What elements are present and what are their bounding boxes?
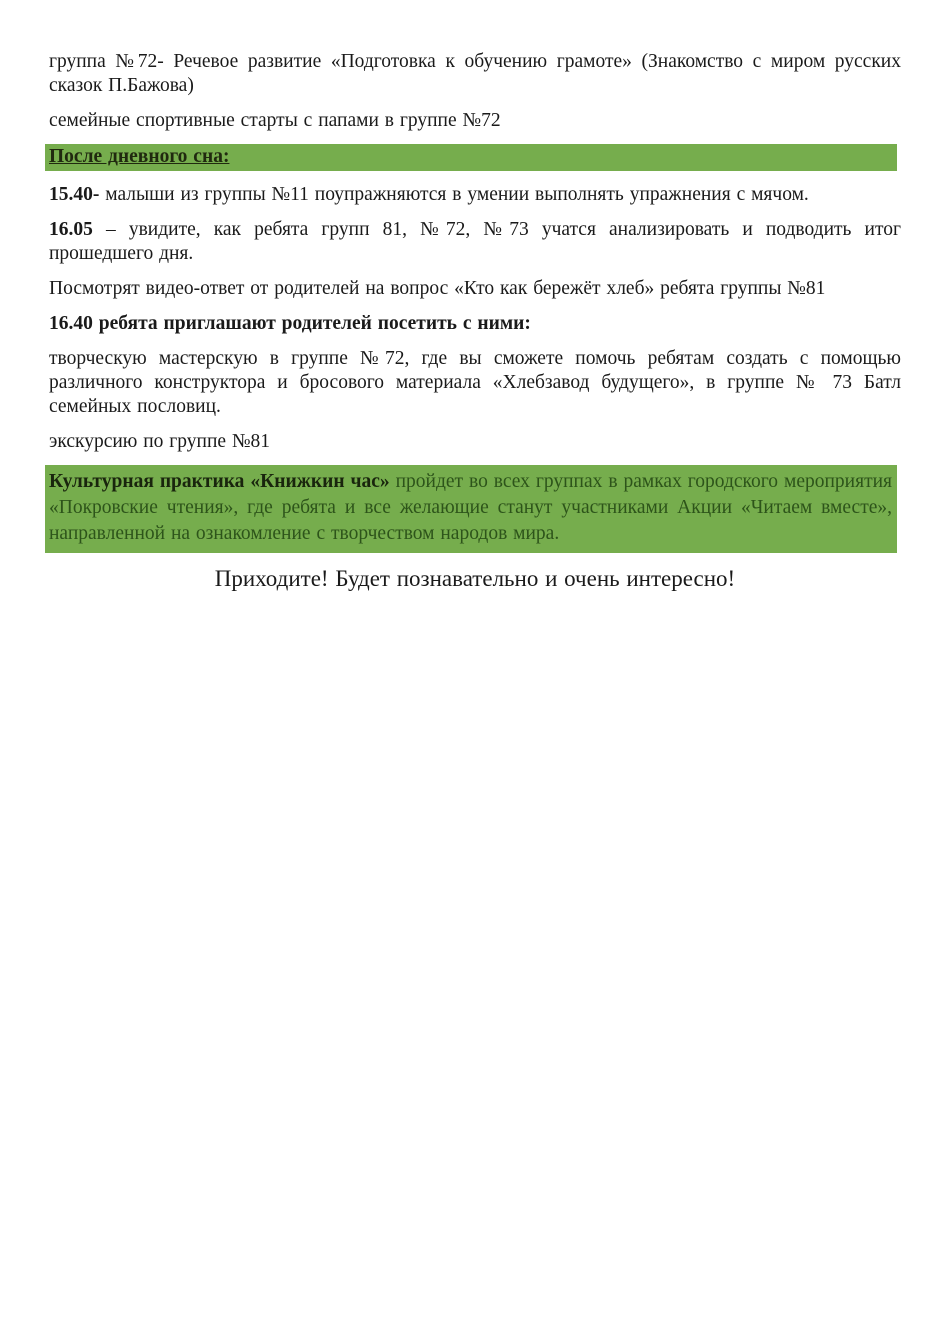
text-run: пройдет во всех группах в рамках городского мероприятия «Покровские чтения», где ребята и все желающие станут участниками Акции «Читаем вместе», направленной на ознакомление с творчеством народов мира. [49,471,898,544]
event-15-40-paragraph [49,183,901,207]
cultural-practice-banner [45,465,897,553]
closing-invitation-line [49,564,901,594]
text-run: творческую мастерскую в группе №72, где вы сможете помочь ребятам создать с помощью различного конструктора и бросового материала «Хлебзавод будущего», в группе № 73 Батл семейных пословиц. [49,348,907,417]
text-run: 15.40- [49,184,100,205]
speech-development-paragraph [49,50,907,98]
event-16-05-paragraph [49,218,907,266]
after-nap-section-heading [45,144,897,171]
text-run: 16.40 ребята приглашают родителей посетить с ними: [49,313,531,334]
text-run: – увидите, как ребята групп 81, №72, №73 учатся анализировать и подводить итог прошедшего дня. [49,219,907,264]
event-16-40-heading [49,312,901,336]
text-run: малыши из группы №11 поупражняются в умении выполнять упражнения с мячом. [99,184,809,205]
text-run: Культурная практика «Книжкин час» [49,471,390,492]
creative-workshop-paragraph [49,347,907,419]
document-content [0,0,951,594]
text-run: семейные спортивные старты с папами в группе №72 [49,110,501,131]
family-sport-starts-paragraph [49,109,901,133]
text-run: 16.05 [49,219,93,240]
text-run: Посмотрят видео-ответ от родителей на вопрос «Кто как бережёт хлеб» ребята группы №81 [49,278,826,299]
text-run: группа №72- Речевое развитие «Подготовка к обучению грамоте» (Знакомство с миром русских сказок П.Бажова) [49,51,907,96]
video-answer-paragraph [49,277,901,301]
excursion-paragraph [49,430,901,454]
text-run: экскурсию по группе №81 [49,431,271,452]
text-run: Приходите! Будет познавательно и очень интересно! [214,566,736,591]
text-run: После дневного сна: [49,146,230,167]
